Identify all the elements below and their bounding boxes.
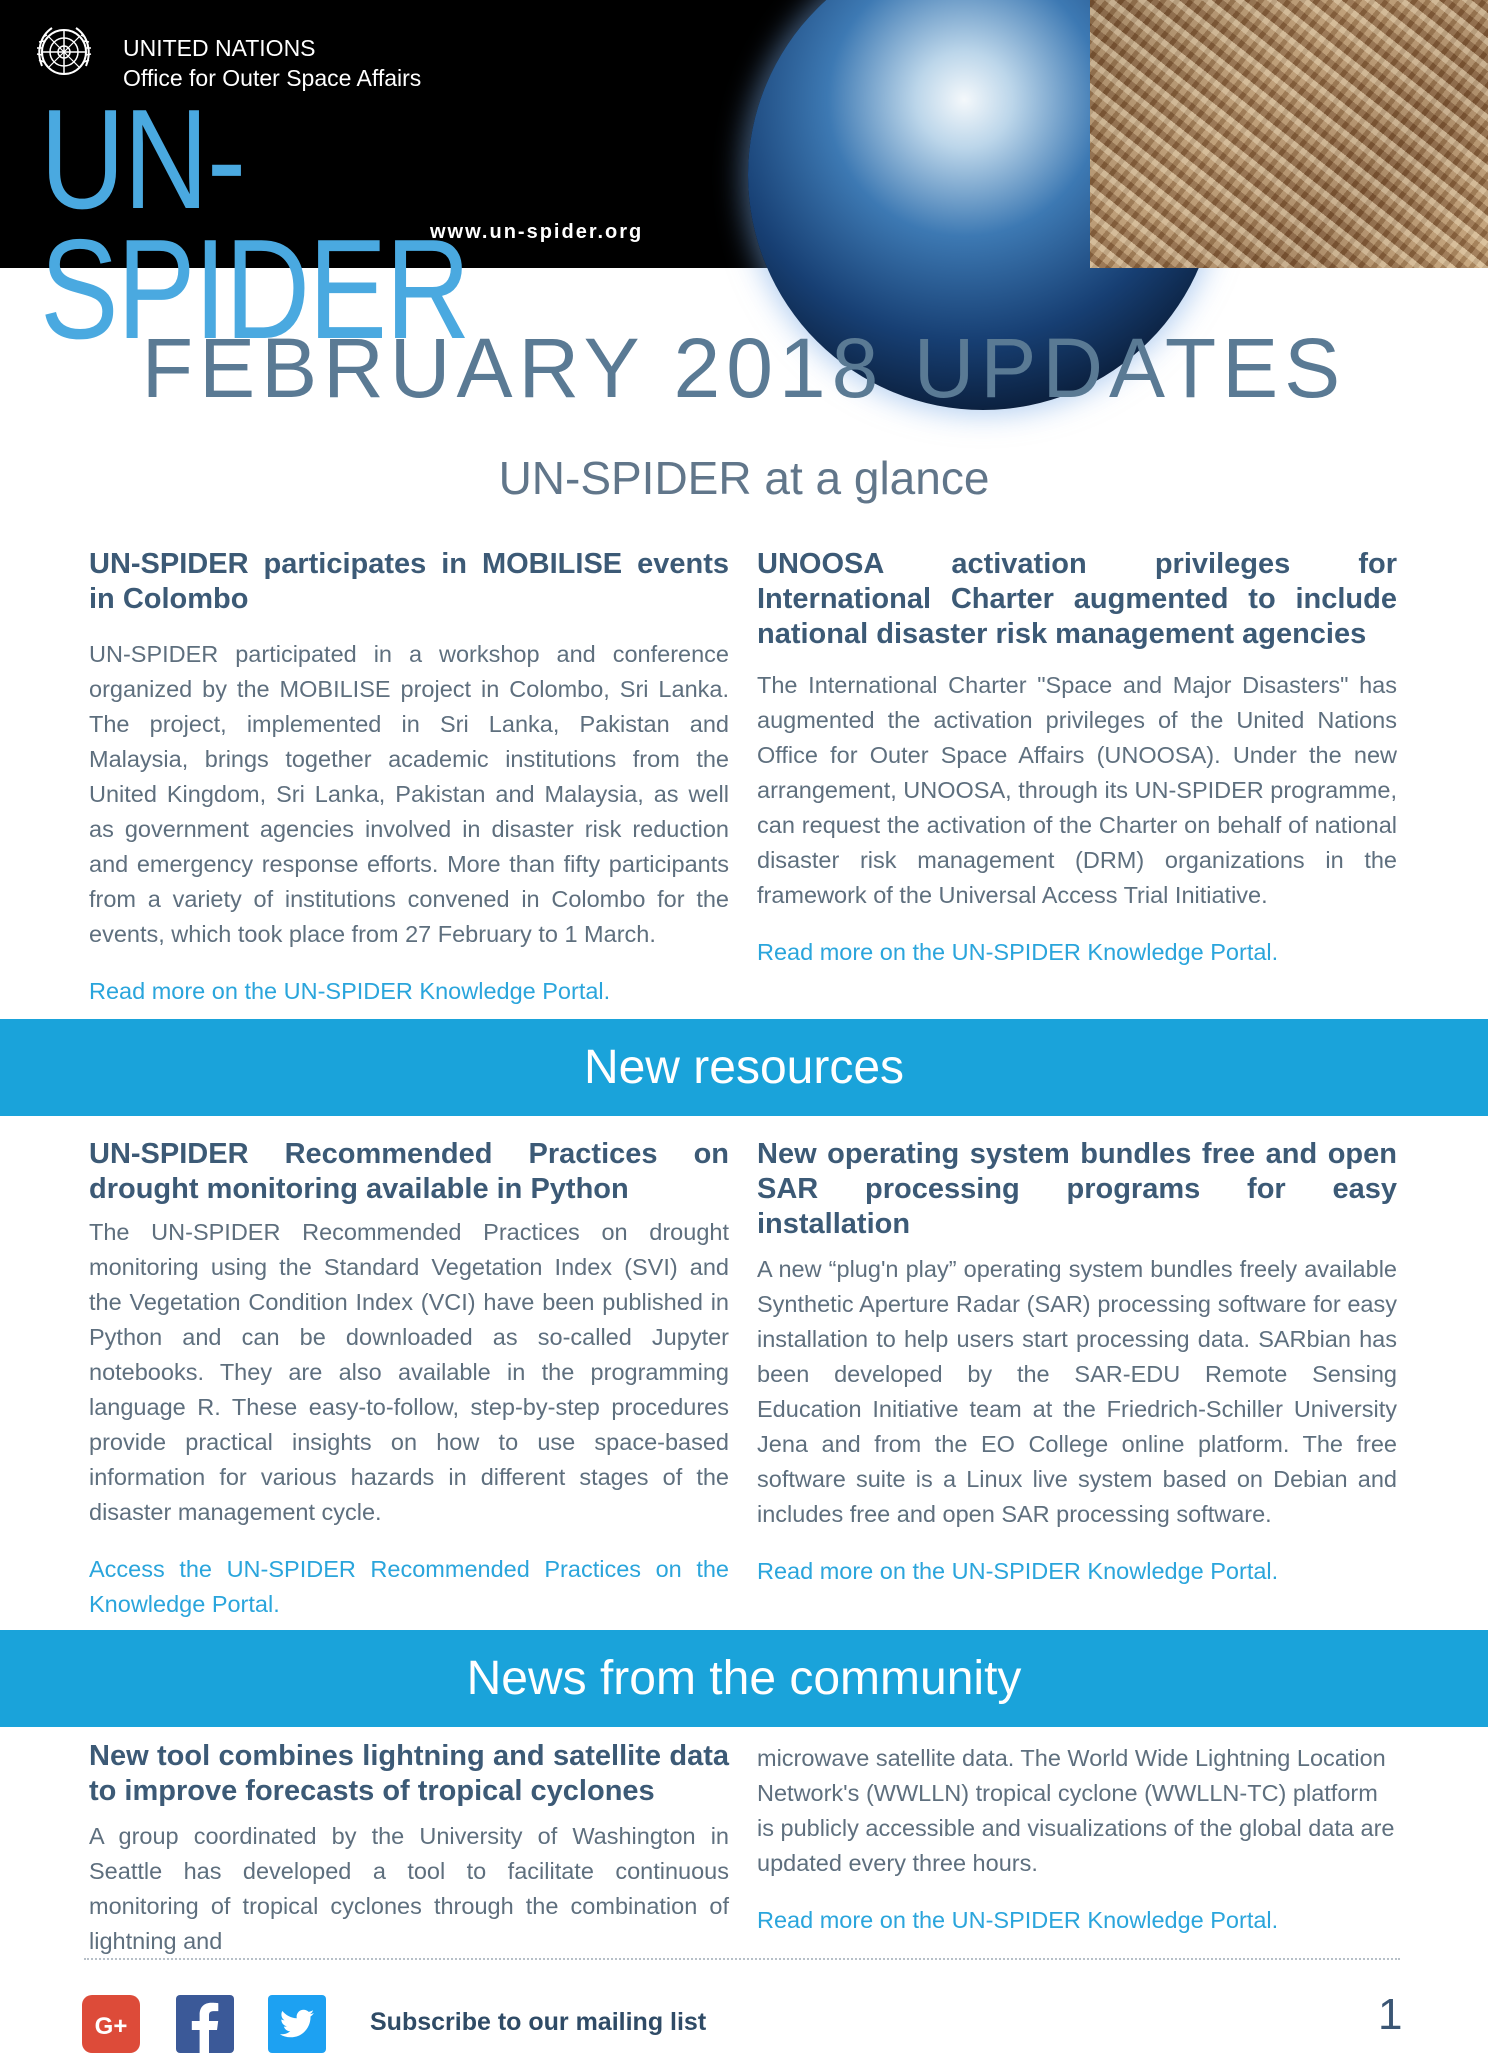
article-lightning-continued (757, 1741, 1397, 1938)
subscribe-link[interactable]: Subscribe to our mailing list (370, 2008, 707, 2036)
read-more-link[interactable]: Read more on the UN-SPIDER Knowledge Portal. (89, 978, 611, 1004)
article-sar (757, 1137, 1397, 1589)
page-title: FEBRUARY 2018 UPDATES (141, 321, 1347, 415)
un-emblem-icon (34, 22, 94, 82)
article-mobilise (89, 547, 729, 1009)
facebook-icon[interactable] (176, 1995, 234, 2053)
flood-settlement-photo (1090, 0, 1488, 268)
article-body-part2: microwave satellite data. The World Wide Lightning Location Network's (WWLLN) tropical cyclone (WWLLN-TC) platform is publicly accessible and visualizations of the global data are updated every three hours. (757, 1745, 1395, 1876)
twitter-icon[interactable] (268, 1995, 326, 2053)
article-body: A new “plug'n play” operating system bundles freely available Synthetic Aperture Radar (SAR) processing software for easy installation to help users start processing data. SARbian has been developed by the SAR-EDU Remote Sensing Education Initiative team at the Friedrich-Schiller University Jena and from the EO College online platform. The free software suite is a Linux live system based on Debian and includes free and open SAR processing software. (757, 1256, 1397, 1527)
org-line-office: Office for Outer Space Affairs (123, 65, 422, 91)
article-drought (89, 1137, 729, 1622)
website-url[interactable]: www.un-spider.org (430, 221, 644, 243)
article-title: UN-SPIDER Recommended Practices on drought monitoring available in Python (89, 1138, 729, 1205)
un-spider-logo: UN-SPIDER (40, 80, 469, 369)
section-band-resources: New resources (0, 1019, 1488, 1116)
article-lightning (89, 1739, 729, 1981)
footer-divider (84, 1958, 1400, 1960)
article-title: UN-SPIDER participates in MOBILISE events in Colombo (89, 548, 729, 615)
read-more-link[interactable]: Read more on the UN-SPIDER Knowledge Portal. (757, 939, 1279, 965)
section-heading-glance: UN-SPIDER at a glance (498, 452, 990, 504)
svg-text:G+: G+ (94, 2013, 128, 2040)
article-title: New tool combines lightning and satellite data to improve forecasts of tropical cyclones (89, 1740, 729, 1807)
google-plus-icon[interactable] (82, 1995, 140, 2053)
article-body: UN-SPIDER participated in a workshop and conference organized by the MOBILISE project in Colombo, Sri Lanka. The project, implemented in Sri Lanka, Pakistan and Malaysia, brings together academic institutions from the United Kingdom, Sri Lanka, Pakistan and Malaysia, as well as government agencies involved in disaster risk reduction and emergency response efforts. More than fifty participants from a variety of institutions convened in Colombo for the events, which took place from 27 February to 1 March. (89, 641, 729, 947)
read-more-link[interactable]: Read more on the UN-SPIDER Knowledge Portal. (757, 1907, 1279, 1933)
article-body-part1: A group coordinated by the University of Washington in Seattle has developed a tool to facilitate continuous monitoring of tropical cyclones through the combination of lightning and (89, 1823, 729, 1954)
page-number: 1 (1378, 1990, 1403, 2039)
read-more-link[interactable]: Access the UN-SPIDER Recommended Practices on the Knowledge Portal. (89, 1556, 729, 1617)
article-title: New operating system bundles free and open SAR processing programs for easy installation (757, 1138, 1397, 1240)
section-band-community: News from the community (0, 1630, 1488, 1727)
article-body: The UN-SPIDER Recommended Practices on drought monitoring using the Standard Vegetation Index (SVI) and the Vegetation Condition Index (VCI) have been published in Python and can be downloaded as so-called Jupyter notebooks. They are also available in the programming language R. These easy-to-follow, step-by-step procedures provide practical insights on how to use space-based information for various hazards in different stages of the disaster management cycle. (89, 1219, 729, 1525)
article-charter (757, 547, 1397, 970)
org-line-united-nations: UNITED NATIONS (123, 35, 316, 61)
article-title: UNOOSA activation privileges for International Charter augmented to include national disaster risk management agencies (757, 548, 1397, 650)
article-body: The International Charter "Space and Major Disasters" has augmented the activation privileges of the United Nations Office for Outer Space Affairs (UNOOSA). Under the new arrangement, UNOOSA, through its UN-SPIDER programme, can request the activation of the Charter on behalf of national disaster risk management (DRM) organizations in the framework of the Universal Access Trial Initiative. (757, 672, 1397, 908)
read-more-link[interactable]: Read more on the UN-SPIDER Knowledge Portal. (757, 1558, 1279, 1584)
